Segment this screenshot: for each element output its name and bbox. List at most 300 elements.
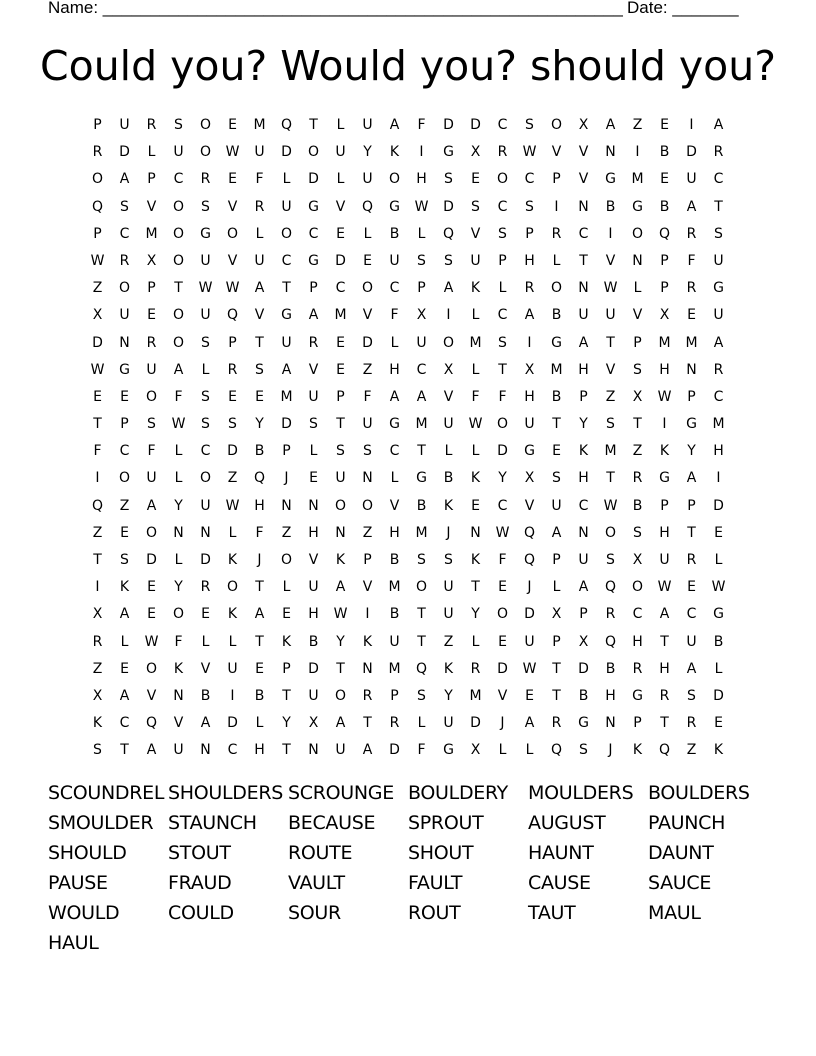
grid-letter: O [199,470,212,487]
grid-letter: L [714,552,723,568]
grid-letter: T [552,687,561,704]
grid-letter: R [524,280,535,297]
grid-letter: R [92,633,103,650]
word-list-item: CAUSE [528,872,591,894]
grid-letter: E [498,633,507,650]
grid-letter: J [257,552,262,568]
grid-letter: V [362,579,373,596]
grid-letter: G [443,144,454,161]
grid-letter: N [578,280,589,297]
grid-row [84,330,732,357]
grid-letter: X [551,606,562,623]
grid-letter: U [524,416,535,433]
grid-letter: U [470,252,481,269]
grid-letter: P [687,497,696,514]
grid-letter: U [362,117,373,133]
grid-letter: E [228,117,237,133]
grid-letter: A [389,388,400,405]
grid-letter: O [361,280,374,297]
grid-letter: G [200,225,211,242]
grid-letter: U [254,252,265,269]
grid-letter: Z [92,524,103,541]
grid-letter: S [417,687,426,704]
grid-letter: W [495,524,510,541]
grid-letter: O [172,334,185,351]
grid-letter: Q [442,225,455,242]
grid-letter: E [687,307,696,324]
grid-letter: T [363,715,372,732]
grid-letter: N [362,470,373,487]
word-list-item: SAUCE [648,872,712,894]
word-list-item: FRAUD [168,872,232,894]
grid-row [84,656,732,683]
grid-letter: H [713,443,724,460]
grid-letter: T [606,334,615,351]
grid-letter: X [146,252,157,269]
grid-letter: Z [443,633,454,650]
grid-letter: P [633,334,642,351]
grid-letter: T [714,198,723,215]
grid-letter: M [685,334,698,351]
grid-letter: E [228,171,237,188]
grid-letter: K [443,660,454,677]
grid-letter: H [578,361,589,378]
grid-letter: T [255,633,264,650]
grid-letter: T [471,579,480,596]
grid-letter: X [308,715,319,732]
grid-letter: F [255,524,264,541]
grid-letter: E [336,334,345,351]
grid-letter: L [309,443,318,460]
grid-letter: Z [92,660,103,677]
grid-letter: U [146,361,157,378]
grid-letter: S [120,198,129,215]
grid-letter: A [119,687,130,704]
grid-letter: L [552,579,561,596]
grid-letter: Q [523,524,536,541]
grid-row [84,248,732,275]
grid-letter: E [282,606,291,623]
grid-letter: T [120,742,129,759]
word-list-item: HAUNT [528,842,594,864]
grid-letter: T [282,742,291,759]
grid-letter: B [713,633,724,650]
grid-letter: T [660,715,669,732]
grid-letter: L [498,280,507,297]
grid-letter: B [659,198,670,215]
grid-letter: E [336,361,345,378]
grid-letter: T [660,633,669,650]
grid-letter: V [308,361,319,378]
grid-letter: Q [658,742,671,759]
grid-letter: I [365,606,370,623]
grid-letter: A [659,606,670,623]
grid-letter: P [147,280,156,297]
grid-letter: Z [632,443,643,460]
grid-letter: C [578,497,589,514]
grid-letter: U [686,633,697,650]
grid-letter: O [496,416,509,433]
grid-letter: U [308,687,319,704]
grid-letter: L [174,443,183,460]
grid-letter: Y [687,443,696,460]
grid-letter: Y [174,579,183,596]
grid-letter: A [173,361,184,378]
grid-letter: M [388,579,401,596]
grid-letter: L [255,225,264,242]
grid-letter: D [497,443,508,460]
grid-letter: N [578,524,589,541]
grid-letter: C [119,225,130,242]
grid-row [84,574,732,601]
grid-letter: E [687,579,696,596]
grid-letter: W [198,280,213,297]
grid-letter: W [657,388,672,405]
grid-letter: Q [604,633,617,650]
grid-letter: S [525,117,534,133]
grid-letter: A [335,579,346,596]
grid-letter: P [309,280,318,297]
grid-letter: M [415,524,428,541]
grid-letter: S [228,416,237,433]
date-field-label: Date: _______ [627,0,739,17]
grid-letter: B [605,660,616,677]
grid-letter: K [470,470,481,487]
grid-letter: N [335,524,346,541]
word-list-item: SHOULDERS [168,782,283,804]
grid-letter: D [281,416,292,433]
grid-letter: V [524,497,535,514]
grid-letter: S [714,225,723,242]
grid-letter: F [498,388,507,405]
grid-letter: L [174,470,183,487]
grid-letter: R [146,334,157,351]
grid-letter: B [632,497,643,514]
grid-letter: A [686,198,697,215]
grid-letter: U [362,171,373,188]
grid-letter: R [686,280,697,297]
grid-letter: Q [226,307,239,324]
grid-letter: J [608,742,613,759]
grid-letter: U [659,552,670,568]
grid-letter: K [632,742,643,759]
grid-letter: N [200,742,211,759]
word-list-item: SHOULD [48,842,127,864]
grid-letter: M [415,416,428,433]
grid-letter: U [389,633,400,650]
grid-letter: H [416,171,427,188]
grid-letter: S [201,198,210,215]
grid-letter: R [686,715,697,732]
grid-letter: Q [145,715,158,732]
grid-letter: V [605,252,616,269]
grid-letter: V [551,144,562,161]
grid-letter: Z [632,117,643,133]
grid-letter: W [468,416,483,433]
grid-letter: Q [415,660,428,677]
word-list-item: BECAUSE [288,812,376,834]
grid-letter: R [200,171,211,188]
grid-letter: N [173,687,184,704]
grid-letter: J [500,715,505,732]
grid-letter: M [712,416,725,433]
grid-letter: P [552,552,561,568]
grid-row [84,275,732,302]
grid-letter: S [120,552,129,568]
word-list-item: HAUL [48,932,99,954]
grid-letter: S [687,687,696,704]
grid-letter: V [605,361,616,378]
grid-letter: U [686,171,697,188]
grid-letter: B [200,687,211,704]
grid-letter: N [308,497,319,514]
grid-letter: L [390,334,399,351]
grid-letter: G [416,470,427,487]
word-list-item: SPROUT [408,812,484,834]
grid-letter: L [471,443,480,460]
grid-letter: S [525,198,534,215]
grid-letter: X [416,307,427,324]
grid-letter: N [362,660,373,677]
grid-letter: O [226,579,239,596]
grid-letter: G [659,470,670,487]
grid-letter: R [632,470,643,487]
grid-letter: Q [253,470,266,487]
grid-row [84,710,732,737]
grid-letter: X [524,470,535,487]
grid-letter: L [363,225,372,242]
grid-letter: R [92,144,103,161]
grid-letter: A [416,388,427,405]
grid-letter: V [470,225,481,242]
grid-letter: T [606,470,615,487]
grid-letter: G [632,198,643,215]
grid-letter: M [469,334,482,351]
grid-letter: U [443,606,454,623]
grid-letter: O [334,497,347,514]
grid-letter: L [228,524,237,541]
grid-letter: N [173,524,184,541]
grid-letter: R [632,660,643,677]
grid-letter: I [527,334,532,351]
grid-letter: E [255,660,264,677]
grid-letter: A [605,117,616,133]
grid-letter: T [174,280,183,297]
grid-letter: O [145,660,158,677]
grid-letter: X [470,742,481,759]
grid-letter: U [200,252,211,269]
grid-letter: M [631,171,644,188]
grid-letter: O [604,524,617,541]
grid-letter: I [662,416,667,433]
grid-row [84,384,732,411]
grid-letter: H [389,361,400,378]
grid-row [84,411,732,438]
grid-letter: J [284,470,289,487]
grid-letter: Z [92,280,103,297]
grid-letter: K [362,633,373,650]
grid-letter: R [713,144,724,161]
grid-row [84,221,732,248]
grid-letter: O [172,606,185,623]
grid-row [84,737,732,764]
grid-letter: N [200,524,211,541]
grid-letter: G [119,361,130,378]
grid-letter: R [308,334,319,351]
grid-letter: B [659,144,670,161]
grid-letter: H [308,606,319,623]
grid-letter: U [416,334,427,351]
grid-letter: E [660,171,669,188]
grid-letter: O [172,198,185,215]
grid-letter: C [308,225,319,242]
word-list-item: COULD [168,902,234,924]
grid-letter: D [362,334,373,351]
grid-letter: F [93,443,102,460]
grid-letter: W [522,660,537,677]
grid-letter: U [605,307,616,324]
grid-letter: B [308,633,319,650]
grid-letter: M [280,388,293,405]
grid-letter: O [415,579,428,596]
grid-letter: R [713,361,724,378]
grid-letter: G [389,198,400,215]
grid-letter: P [552,633,561,650]
grid-letter: R [659,687,670,704]
grid-letter: K [173,660,184,677]
grid-letter: U [146,470,157,487]
word-list-item: PAUNCH [648,812,726,834]
grid-letter: P [390,687,399,704]
word-list-item: SCOUNDREL [48,782,165,804]
grid-letter: A [146,497,157,514]
grid-letter: A [524,715,535,732]
grid-letter: J [527,579,532,596]
word-list-item: FAULT [408,872,463,894]
grid-letter: A [281,361,292,378]
grid-letter: U [173,144,184,161]
grid-letter: X [632,552,643,568]
grid-letter: U [578,552,589,568]
grid-letter: V [227,252,238,269]
grid-letter: Y [255,416,264,433]
grid-letter: Q [361,198,374,215]
grid-letter: W [603,280,618,297]
grid-letter: N [281,497,292,514]
grid-letter: C [227,742,238,759]
grid-letter: T [417,606,426,623]
grid-letter: R [686,225,697,242]
grid-letter: T [417,443,426,460]
grid-letter: W [414,198,429,215]
grid-letter: W [225,497,240,514]
grid-letter: Q [604,579,617,596]
grid-letter: T [579,252,588,269]
grid-letter: R [119,252,130,269]
grid-row [84,547,732,574]
grid-letter: S [174,117,183,133]
grid-letter: L [525,742,534,759]
grid-letter: P [633,715,642,732]
grid-letter: E [471,497,480,514]
grid-letter: D [443,198,454,215]
grid-letter: I [716,470,721,487]
grid-letter: K [119,579,130,596]
grid-letter: P [228,334,237,351]
grid-letter: G [281,307,292,324]
grid-letter: C [281,252,292,269]
grid-letter: X [659,307,670,324]
grid-letter: S [444,171,453,188]
grid-letter: S [255,361,264,378]
grid-letter: G [713,280,724,297]
grid-letter: H [308,524,319,541]
grid-letter: O [496,606,509,623]
grid-letter: P [282,443,291,460]
grid-letter: V [173,715,184,732]
grid-letter: B [551,388,562,405]
grid-letter: P [579,606,588,623]
grid-letter: M [388,660,401,677]
grid-letter: D [308,171,319,188]
grid-letter: C [416,361,427,378]
grid-letter: O [361,497,374,514]
grid-letter: F [417,117,426,133]
grid-letter: A [551,524,562,541]
grid-letter: C [686,606,697,623]
grid-letter: X [92,687,103,704]
grid-letter: Z [605,388,616,405]
grid-letter: H [659,524,670,541]
grid-row [84,520,732,547]
grid-letter: S [471,198,480,215]
grid-letter: T [255,334,264,351]
grid-letter: Q [91,497,104,514]
grid-letter: O [91,171,104,188]
grid-letter: A [686,470,697,487]
grid-letter: A [362,742,373,759]
grid-letter: K [227,606,238,623]
grid-row [84,194,732,221]
grid-letter: P [660,280,669,297]
grid-letter: T [255,579,264,596]
grid-letter: A [119,171,130,188]
grid-letter: E [471,171,480,188]
grid-letter: L [147,144,156,161]
grid-letter: F [255,171,264,188]
grid-letter: L [255,715,264,732]
grid-letter: C [713,171,724,188]
grid-letter: U [335,470,346,487]
grid-letter: W [657,579,672,596]
grid-letter: G [551,334,562,351]
grid-letter: T [93,552,102,568]
grid-letter: K [281,633,292,650]
grid-letter: U [389,252,400,269]
grid-letter: I [446,307,451,324]
grid-letter: P [552,171,561,188]
grid-letter: P [147,171,156,188]
grid-letter: L [444,443,453,460]
grid-letter: K [659,443,670,460]
grid-letter: U [713,307,724,324]
grid-letter: N [578,198,589,215]
grid-letter: U [524,633,535,650]
grid-letter: L [471,361,480,378]
grid-letter: O [307,144,320,161]
grid-letter: P [336,388,345,405]
grid-letter: A [713,334,724,351]
